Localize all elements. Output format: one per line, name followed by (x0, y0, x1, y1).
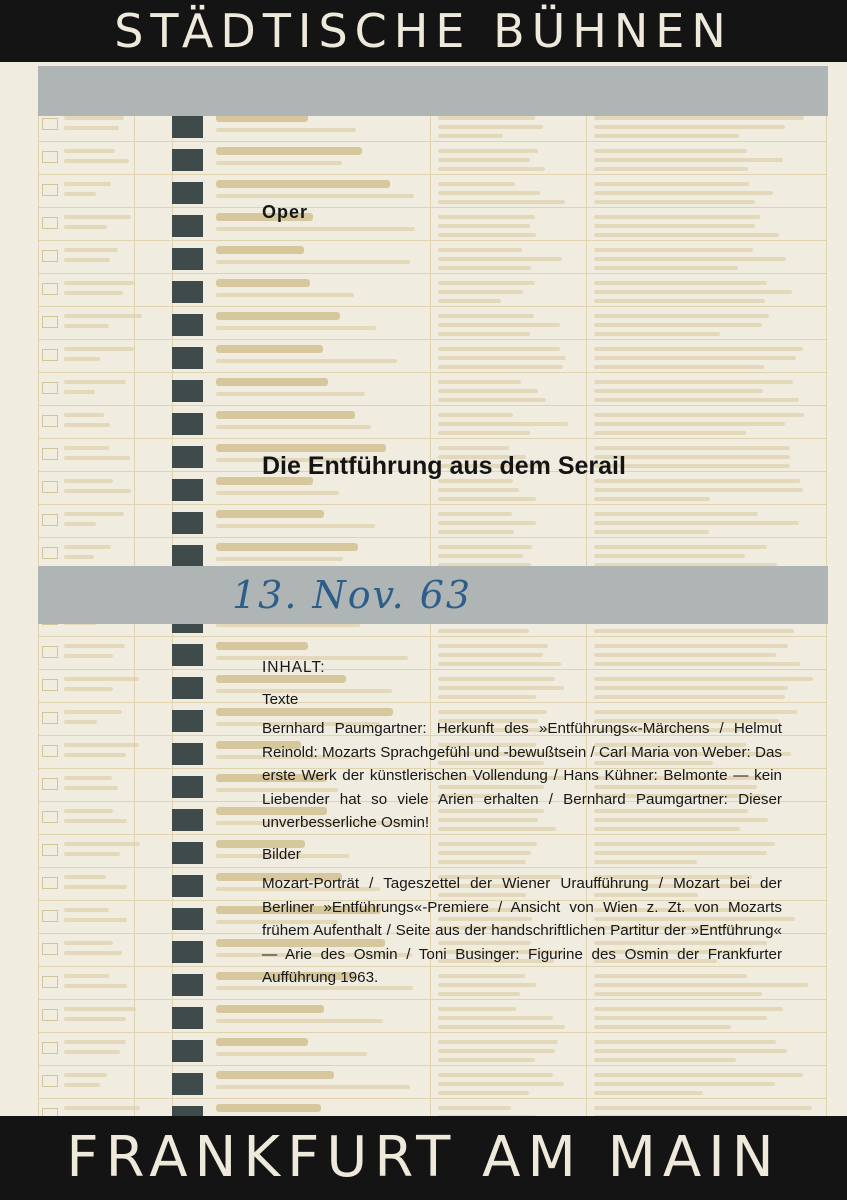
schedule-text-line (438, 332, 530, 336)
schedule-text-line (594, 200, 755, 204)
schedule-text-line (594, 1106, 812, 1110)
film-strip-cell (172, 248, 203, 270)
schedule-text-line (438, 497, 536, 501)
schedule-title-line (216, 444, 386, 452)
schedule-text-line (438, 1082, 564, 1086)
schedule-text-line (438, 422, 568, 426)
schedule-date-box (42, 943, 58, 955)
schedule-text-line (64, 809, 113, 813)
schedule-date-box (42, 811, 58, 823)
schedule-date-box (42, 778, 58, 790)
schedule-grid-line (38, 207, 826, 208)
schedule-text-line (438, 521, 536, 525)
film-strip-cell (172, 842, 203, 864)
schedule-text-line (64, 258, 110, 262)
schedule-text-line (64, 1083, 100, 1087)
schedule-grid-line (38, 405, 826, 406)
schedule-text-line (438, 281, 535, 285)
schedule-text-line (438, 116, 535, 120)
schedule-text-line (594, 215, 760, 219)
film-strip-cell (172, 512, 203, 534)
schedule-title-line (216, 543, 358, 551)
schedule-date-box (42, 844, 58, 856)
schedule-text-line (438, 191, 540, 195)
film-strip-cell (172, 743, 203, 765)
schedule-text-line (594, 347, 803, 351)
schedule-text-line (594, 323, 762, 327)
schedule-text-line (438, 1040, 558, 1044)
schedule-text-line (64, 1017, 126, 1021)
schedule-text-line (64, 545, 111, 549)
schedule-text-line (594, 365, 764, 369)
schedule-text-line (438, 347, 560, 351)
schedule-text-line (64, 677, 139, 681)
schedule-text-line (594, 125, 785, 129)
schedule-text-line (438, 629, 529, 633)
schedule-text-line (438, 134, 503, 138)
schedule-text-line (594, 545, 767, 549)
schedule-text-line (64, 941, 113, 945)
schedule-text-line (216, 260, 410, 264)
schedule-date-box (42, 712, 58, 724)
schedule-date-box (42, 976, 58, 988)
schedule-text-line (64, 875, 106, 879)
schedule-date-box (42, 283, 58, 295)
schedule-text-line (216, 359, 397, 363)
film-strip-cell (172, 347, 203, 369)
schedule-text-line (438, 314, 534, 318)
schedule-text-line (594, 1082, 775, 1086)
schedule-grid-line (38, 141, 826, 142)
schedule-text-line (64, 644, 125, 648)
schedule-text-line (594, 413, 804, 417)
schedule-text-line (438, 224, 530, 228)
schedule-text-line (438, 266, 531, 270)
schedule-text-line (64, 248, 118, 252)
schedule-text-line (64, 522, 96, 526)
schedule-text-line (438, 365, 563, 369)
schedule-text-line (64, 951, 122, 955)
schedule-text-line (438, 380, 521, 384)
schedule-text-line (594, 233, 779, 237)
contents-heading: INHALT: (262, 659, 326, 676)
schedule-grid-line (38, 1098, 826, 1099)
schedule-text-line (594, 389, 763, 393)
schedule-date-box (42, 745, 58, 757)
schedule-title-line (216, 180, 390, 188)
schedule-text-line (438, 248, 522, 252)
schedule-text-line (594, 1073, 803, 1077)
schedule-text-line (64, 1050, 120, 1054)
film-strip-cell (172, 380, 203, 402)
schedule-date-box (42, 547, 58, 559)
schedule-date-box (42, 481, 58, 493)
schedule-grid-line (38, 306, 826, 307)
schedule-text-line (438, 446, 509, 450)
film-strip-cell (172, 182, 203, 204)
schedule-grid-line (38, 999, 826, 1000)
schedule-text-line (438, 257, 562, 261)
schedule-text-line (216, 293, 354, 297)
schedule-text-line (438, 125, 543, 129)
schedule-text-line (594, 644, 788, 648)
schedule-title-line (216, 279, 310, 287)
schedule-text-line (64, 479, 113, 483)
schedule-text-line (64, 390, 95, 394)
schedule-text-line (594, 224, 755, 228)
schedule-text-line (594, 398, 799, 402)
texts-heading: Texte (262, 690, 299, 708)
film-strip-cell (172, 413, 203, 435)
schedule-text-line (64, 984, 127, 988)
schedule-text-line (64, 225, 107, 229)
handwritten-date: 13. Nov. 63 (232, 573, 473, 617)
schedule-text-line (64, 456, 130, 460)
schedule-text-line (594, 488, 803, 492)
images-heading: Bilder (262, 845, 301, 863)
images-list: Mozart-Porträt / Tageszettel der Wiener Uraufführung / Mozart bei der Berliner »Entführungs«-Premiere / Ansicht von Wien z. Zt. von Mozarts frühem Aufenthalt / Seite aus der handschriftlichen Partitur der »Entführung« — Arie des Osmin / Toni Businger: Figurine des Osmin der Frankfurter Aufführung 1963. (262, 875, 782, 986)
schedule-text-line (438, 149, 538, 153)
schedule-text-line (438, 1016, 553, 1020)
schedule-date-box (42, 514, 58, 526)
contents-section (262, 656, 782, 998)
schedule-date-box (42, 877, 58, 889)
schedule-date-box (42, 1075, 58, 1087)
schedule-text-line (64, 126, 119, 130)
schedule-date-box (42, 250, 58, 262)
schedule-title-line (216, 345, 323, 353)
schedule-text-line (594, 116, 804, 120)
schedule-text-line (438, 545, 532, 549)
schedule-text-line (594, 1049, 787, 1053)
schedule-text-line (64, 1106, 140, 1110)
schedule-date-box (42, 415, 58, 427)
schedule-text-line (64, 555, 94, 559)
film-strip-cell (172, 1073, 203, 1095)
schedule-text-line (64, 357, 100, 361)
schedule-text-line (64, 182, 111, 186)
film-strip-cell (172, 974, 203, 996)
grey-overlay-band-top (38, 66, 828, 116)
schedule-text-line (64, 215, 131, 219)
schedule-text-line (438, 488, 519, 492)
schedule-text-line (594, 1016, 767, 1020)
film-strip-cell (172, 908, 203, 930)
schedule-text-line (594, 281, 767, 285)
schedule-text-line (594, 158, 783, 162)
schedule-text-line (594, 629, 794, 633)
schedule-title-line (216, 378, 328, 386)
schedule-text-line (594, 182, 749, 186)
schedule-text-line (594, 299, 765, 303)
schedule-date-box (42, 349, 58, 361)
schedule-text-line (64, 710, 122, 714)
schedule-date-box (42, 151, 58, 163)
schedule-text-line (216, 524, 375, 528)
schedule-text-line (594, 266, 738, 270)
schedule-text-line (594, 554, 745, 558)
schedule-text-line (438, 1091, 529, 1095)
schedule-text-line (64, 489, 131, 493)
schedule-grid-line (38, 537, 826, 538)
schedule-grid-line (38, 372, 826, 373)
opera-title: Die Entführung aus dem Serail (262, 452, 626, 480)
schedule-text-line (438, 1025, 565, 1029)
schedule-date-box (42, 910, 58, 922)
schedule-text-line (64, 908, 109, 912)
schedule-title-line (216, 246, 304, 254)
schedule-text-line (438, 554, 523, 558)
schedule-text-line (64, 743, 139, 747)
schedule-text-line (64, 314, 142, 318)
schedule-text-line (594, 314, 769, 318)
schedule-text-line (594, 1058, 736, 1062)
schedule-title-line (216, 1104, 321, 1112)
schedule-date-box (42, 679, 58, 691)
film-strip-cell (172, 1040, 203, 1062)
schedule-text-line (64, 324, 109, 328)
schedule-text-line (594, 530, 709, 534)
schedule-text-line (438, 167, 545, 171)
schedule-date-box (42, 184, 58, 196)
film-strip-cell (172, 314, 203, 336)
schedule-text-line (594, 149, 747, 153)
schedule-text-line (438, 512, 512, 516)
film-strip-cell (172, 446, 203, 468)
schedule-title-line (216, 1071, 334, 1079)
schedule-text-line (438, 158, 530, 162)
schedule-text-line (216, 128, 356, 132)
schedule-text-line (216, 392, 365, 396)
schedule-text-line (64, 380, 126, 384)
schedule-text-line (64, 149, 115, 153)
film-strip-cell (172, 479, 203, 501)
schedule-text-line (594, 422, 785, 426)
schedule-text-line (594, 248, 753, 252)
schedule-text-line (438, 398, 546, 402)
schedule-grid-line (38, 504, 826, 505)
film-strip-cell (172, 710, 203, 732)
schedule-text-line (594, 1007, 783, 1011)
header-banner: STÄDTISCHE BÜHNEN (0, 0, 847, 62)
schedule-text-line (64, 885, 127, 889)
schedule-grid-line (38, 636, 826, 637)
schedule-text-line (216, 1052, 367, 1056)
footer-banner: FRANKFURT AM MAIN (0, 1116, 847, 1200)
schedule-text-line (438, 323, 560, 327)
schedule-text-line (64, 776, 112, 780)
schedule-title-line (216, 642, 308, 650)
schedule-text-line (64, 753, 126, 757)
schedule-title-line (216, 1038, 308, 1046)
schedule-text-line (594, 1091, 703, 1095)
schedule-grid-line (38, 174, 826, 175)
film-strip-cell (172, 116, 203, 138)
schedule-text-line (594, 1025, 731, 1029)
schedule-text-line (216, 1019, 383, 1023)
schedule-text-line (64, 918, 127, 922)
schedule-text-line (438, 389, 538, 393)
schedule-text-line (64, 116, 124, 120)
schedule-title-line (216, 312, 340, 320)
schedule-text-line (64, 512, 124, 516)
schedule-date-box (42, 448, 58, 460)
schedule-text-line (594, 167, 748, 171)
schedule-text-line (594, 446, 790, 450)
schedule-text-line (216, 161, 342, 165)
schedule-text-line (64, 291, 123, 295)
schedule-grid-line (38, 339, 826, 340)
schedule-text-line (438, 200, 565, 204)
genre-label: Oper (262, 202, 309, 222)
schedule-title-line (216, 411, 355, 419)
schedule-text-line (64, 1040, 126, 1044)
film-strip-cell (172, 1007, 203, 1029)
film-strip-cell (172, 941, 203, 963)
film-strip-cell (172, 281, 203, 303)
schedule-text-line (438, 644, 548, 648)
schedule-date-box (42, 382, 58, 394)
schedule-text-line (64, 842, 140, 846)
schedule-text-line (216, 194, 414, 198)
schedule-text-line (216, 227, 415, 231)
schedule-text-line (438, 182, 515, 186)
schedule-text-line (64, 413, 104, 417)
schedule-title-line (216, 1005, 324, 1013)
film-strip-cell (172, 545, 203, 567)
schedule-text-line (64, 974, 109, 978)
schedule-text-line (438, 299, 501, 303)
schedule-text-line (438, 530, 514, 534)
schedule-text-line (216, 491, 339, 495)
schedule-grid-line (38, 1032, 826, 1033)
schedule-date-box (42, 217, 58, 229)
schedule-text-line (64, 192, 96, 196)
schedule-grid-line (38, 438, 826, 439)
schedule-text-line (216, 326, 376, 330)
schedule-date-box (42, 1009, 58, 1021)
schedule-text-line (64, 687, 113, 691)
schedule-grid-line (38, 1065, 826, 1066)
schedule-text-line (594, 380, 793, 384)
schedule-text-line (64, 281, 134, 285)
schedule-text-line (438, 356, 566, 360)
schedule-text-line (64, 654, 113, 658)
schedule-text-line (438, 1058, 535, 1062)
schedule-text-line (438, 431, 530, 435)
schedule-text-line (64, 786, 118, 790)
schedule-text-line (594, 1040, 776, 1044)
schedule-text-line (594, 134, 739, 138)
schedule-text-line (594, 512, 758, 516)
schedule-text-line (438, 290, 523, 294)
schedule-text-line (438, 1106, 511, 1110)
schedule-grid-line (38, 273, 826, 274)
schedule-text-line (64, 159, 129, 163)
schedule-text-line (438, 233, 536, 237)
film-strip-cell (172, 875, 203, 897)
schedule-date-box (42, 118, 58, 130)
schedule-text-line (64, 852, 120, 856)
schedule-text-line (64, 720, 97, 724)
schedule-text-line (594, 332, 720, 336)
schedule-title-line (216, 147, 362, 155)
film-strip-cell (172, 776, 203, 798)
schedule-text-line (64, 1073, 107, 1077)
schedule-text-line (438, 1007, 516, 1011)
schedule-text-line (594, 497, 710, 501)
film-strip-cell (172, 677, 203, 699)
schedule-date-box (42, 316, 58, 328)
schedule-text-line (594, 431, 746, 435)
schedule-text-line (64, 446, 109, 450)
schedule-text-line (438, 215, 535, 219)
schedule-text-line (64, 423, 110, 427)
schedule-text-line (216, 557, 343, 561)
schedule-text-line (594, 257, 786, 261)
film-strip-cell (172, 149, 203, 171)
schedule-date-box (42, 646, 58, 658)
schedule-text-line (594, 356, 796, 360)
schedule-text-line (594, 191, 773, 195)
schedule-text-line (64, 347, 134, 351)
schedule-text-line (216, 425, 371, 429)
schedule-text-line (438, 1073, 553, 1077)
schedule-text-line (594, 290, 792, 294)
schedule-text-line (64, 1007, 136, 1011)
schedule-text-line (216, 1085, 410, 1089)
schedule-grid-line (38, 240, 826, 241)
schedule-title-line (216, 510, 324, 518)
film-strip-cell (172, 809, 203, 831)
texts-list: Bernhard Paumgartner: Herkunft des »Entführungs«-Märchens / Helmut Reinold: Mozarts Sprachgefühl und -bewußtsein / Carl Maria von Weber: Das erste Werk der künstlerischen Vollendung / Hans Kühner: Belmonte — kein Liebender hat so viele Arien erhalten / Bernhard Paumgartner: Dieser unverbesserliche Osmin! (262, 720, 782, 831)
schedule-text-line (594, 521, 799, 525)
schedule-text-line (438, 1049, 555, 1053)
schedule-text-line (64, 819, 127, 823)
schedule-date-box (42, 1042, 58, 1054)
schedule-text-line (438, 413, 513, 417)
film-strip-cell (172, 644, 203, 666)
film-strip-cell (172, 215, 203, 237)
